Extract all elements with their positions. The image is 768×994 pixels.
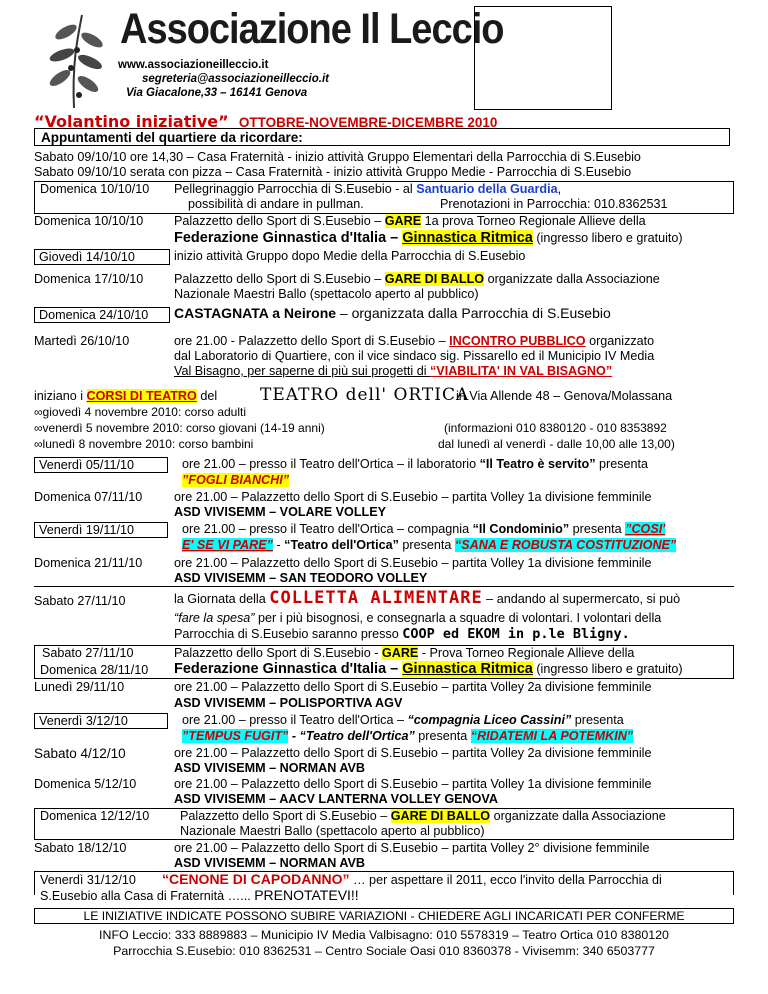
- event-text: [174, 306, 611, 321]
- highlight: “SANA E ROBUSTA COSTITUZIONE”: [454, 538, 677, 552]
- association-title: Associazione Il Leccio: [120, 6, 504, 54]
- event-text: ore 21.00 – Palazzetto dello Sport di S.Eusebio – partita Volley 1a divisione femminile: [174, 556, 652, 570]
- t: presenta: [398, 538, 455, 552]
- flyer-period: OTTOBRE-NOVEMBRE-DICEMBRE 2010: [238, 115, 498, 130]
- event-text: Prenotazioni in Parrocchia: 010.8362531: [440, 197, 668, 211]
- highlight: ”TEMPUS FUGIT”: [182, 729, 289, 743]
- event-text: [174, 761, 365, 776]
- teatro-ortica-logo: TEATRO dell' ORTICA: [260, 385, 470, 405]
- t: presenta: [595, 457, 649, 471]
- t: ASD VIVISEMM – VOLARE VOLLEY: [174, 505, 387, 519]
- t: organizzato: [585, 334, 655, 348]
- event-date: Venerdì 3/12/10: [34, 713, 168, 729]
- t: “fare la spesa”: [174, 611, 255, 625]
- event-text: [174, 571, 427, 586]
- highlight: “RIDATEMI LA POTEMKIN”: [470, 729, 634, 743]
- t: Palazzetto dello Sport di S.Eusebio -: [174, 646, 382, 660]
- t: “Il Condominio”: [472, 522, 570, 536]
- t: - Prova Torneo Regionale Allieve della: [418, 646, 635, 660]
- event-text: [174, 646, 634, 661]
- event-date: Domenica 24/10/10: [34, 307, 170, 323]
- event-date: Sabato 4/12/10: [34, 746, 126, 761]
- t: Val Bisagno, per saperne di più sui progetti di: [174, 364, 430, 378]
- event-text: [174, 856, 365, 871]
- event-row: Sabato 09/10/10 serata con pizza – Casa Fraternità - inizio attività Gruppo Medie - Parrocchia di S.Eusebio: [34, 165, 632, 179]
- highlight: E' SE VI PARE”: [182, 538, 273, 552]
- event-text: [174, 792, 498, 807]
- t: (ingresso libero e gratuito): [532, 231, 683, 245]
- event-date: Domenica 28/11/10: [40, 663, 149, 677]
- t: COOP ed EKOM in p.le Bligny.: [402, 626, 630, 642]
- sanctuary-name: Santuario della Guardia: [416, 182, 558, 196]
- t: - “Teatro dell'Ortica”: [288, 729, 415, 743]
- t: Palazzetto dello Sport di S.Eusebio –: [174, 214, 385, 228]
- t: organizzate dalla Associazione: [490, 809, 666, 823]
- event-text: [182, 457, 648, 472]
- event-text: [174, 334, 654, 349]
- t: “Il Teatro è servito”: [479, 457, 596, 471]
- event-date: Domenica 21/11/10: [34, 556, 143, 570]
- divider: [34, 586, 734, 587]
- t: per i più bisognosi, e consegnarla a squadre di volontari. I volontari della: [254, 611, 662, 625]
- t: (ingresso libero e gratuito): [532, 662, 683, 676]
- event-date: Lunedì 29/11/10: [34, 680, 125, 694]
- event-date: Martedì 26/10/10: [34, 334, 130, 348]
- t: Federazione Ginnastica d'Italia –: [174, 661, 403, 677]
- event-text: Nazionale Maestri Ballo (spettacolo aperto al pubblico): [180, 824, 485, 838]
- website-link[interactable]: www.associazioneilleccio.it: [118, 59, 269, 71]
- t: PRENOTATEVI!!: [254, 887, 359, 903]
- theatre-address: in Via Allende 48 – Genova/Molassana: [456, 389, 673, 403]
- info-line: INFO Leccio: 333 8889883 – Municipio IV Media Valbisagno: 010 5578319 – Teatro Ortica 010 8380120: [99, 928, 669, 942]
- flyer-label: “Volantino iniziative”: [34, 112, 229, 131]
- event-text: [182, 522, 665, 537]
- event-text: possibilità di andare in pullman.: [188, 197, 364, 211]
- event-text: ore 21.00 – Palazzetto dello Sport di S.Eusebio – partita Volley 1a divisione femminile: [174, 777, 652, 791]
- highlight: GARE: [384, 214, 422, 228]
- course-item: ∞venerdì 5 novembre 2010: corso giovani (14-19 anni): [34, 421, 325, 435]
- event-text: [174, 364, 612, 379]
- event-text: dal Laboratorio di Quartiere, con il vice sindaco sig. Pissarello ed il Municipio IV Media: [174, 349, 655, 363]
- t: organizzate dalla Associazione: [484, 272, 660, 286]
- event-text: [174, 182, 561, 197]
- highlight: “VIABILITA' IN VAL BISAGNO”: [430, 364, 613, 378]
- disclaimer-box: LE INIZIATIVE INDICATE POSSONO SUBIRE VARIAZIONI - CHIEDERE AGLI INCARICATI PER CONFERME: [34, 908, 734, 924]
- section-title: Appuntamenti del quartiere da ricordare:: [34, 128, 730, 146]
- t: “compagnia Liceo Cassini”: [407, 713, 572, 727]
- t: ore 21.00 – presso il Teatro dell'Ortica – il laboratorio: [182, 457, 480, 471]
- theatre-intro: [34, 389, 217, 404]
- event-text: ore 21.00 – Palazzetto dello Sport di S.Eusebio – partita Volley 1a divisione femminile: [174, 490, 652, 504]
- t: ASD VIVISEMM – NORMAN AVB: [174, 856, 366, 870]
- t: presenta: [569, 522, 626, 536]
- event-text: [174, 662, 683, 677]
- course-item: ∞giovedì 4 novembre 2010: corso adulti: [34, 405, 247, 419]
- t: ore 21.00 – presso il Teatro dell'Ortica – compagnia: [182, 522, 473, 536]
- event-text: [40, 888, 359, 904]
- event-text: [182, 729, 633, 744]
- event-text: [182, 713, 624, 728]
- olive-branch-logo: [22, 10, 114, 110]
- t: la Giornata della: [174, 592, 270, 606]
- event-text: ore 21.00 – Palazzetto dello Sport di S.Eusebio – partita Volley 2a divisione femminile: [174, 680, 652, 694]
- event-date: Venerdì 31/12/10: [40, 873, 136, 887]
- highlight: GARE DI BALLO: [390, 809, 491, 823]
- highlight: INCONTRO PUBBLICO: [449, 334, 586, 348]
- address: Via Giacalone,33 – 16141 Genova: [126, 87, 308, 99]
- course-item: ∞lunedì 8 novembre 2010: corso bambini: [34, 437, 254, 451]
- t: S.Eusebio alla Casa di Fraternità …...: [40, 889, 255, 903]
- t: 1a prova Torneo Regionale Allieve della: [421, 214, 646, 228]
- t: “Teatro dell'Ortica”: [284, 538, 399, 552]
- t: Parrocchia di S.Eusebio saranno presso: [174, 627, 403, 641]
- event-date: Domenica 10/10/10: [40, 182, 150, 196]
- event-text: [174, 272, 660, 287]
- highlight: ”COSI': [625, 522, 666, 536]
- t: Palazzetto dello Sport di S.Eusebio –: [174, 272, 385, 286]
- event-text: [182, 538, 676, 553]
- event-text: ore 21.00 – Palazzetto dello Sport di S.Eusebio – partita Volley 2a divisione femminile: [174, 746, 652, 760]
- t: ore 21.00 - Palazzetto dello Sport di S.Eusebio –: [174, 334, 450, 348]
- highlight: Ginnastica Ritmica: [402, 661, 533, 677]
- event-text-a: Pellegrinaggio Parrocchia di S.Eusebio - al: [174, 182, 417, 196]
- event-text: [174, 505, 386, 520]
- course-info: (informazioni 010 8380120 - 010 8353892: [444, 421, 667, 435]
- highlight: ”FOGLI BIANCHI”: [182, 473, 290, 487]
- highlight: CORSI DI TEATRO: [86, 389, 197, 403]
- event-date: Sabato 18/12/10: [34, 841, 127, 855]
- event-text: [180, 809, 666, 824]
- event-text: [174, 214, 646, 229]
- t: iniziano i: [34, 389, 87, 403]
- t: Federazione Ginnastica d'Italia –: [174, 230, 403, 246]
- event-date: Domenica 07/11/10: [34, 490, 143, 504]
- event-date: Giovedì 14/10/10: [34, 249, 170, 265]
- t: CASTAGNATA a Neirone: [174, 305, 337, 321]
- t: – andando al supermercato, si può: [482, 592, 681, 606]
- t: … per aspettare il 2011, ecco l'invito della Parrocchia di: [349, 873, 662, 887]
- photo-placeholder: [474, 6, 612, 110]
- t: ASD VIVISEMM – POLISPORTIVA AGV: [174, 696, 403, 710]
- event-text: [174, 231, 683, 246]
- t: Palazzetto dello Sport di S.Eusebio –: [180, 809, 391, 823]
- t: presenta: [571, 713, 624, 727]
- event-date: Domenica 10/10/10: [34, 214, 144, 228]
- t: ASD VIVISEMM – AACV LANTERNA VOLLEY GENOVA: [174, 792, 498, 806]
- t: presenta: [414, 729, 471, 743]
- event-date: Domenica 17/10/10: [34, 272, 144, 286]
- highlight: GARE: [381, 646, 419, 660]
- t: ore 21.00 – presso il Teatro dell'Ortica –: [182, 713, 408, 727]
- event-date: Venerdì 05/11/10: [34, 457, 168, 473]
- t: -: [272, 538, 285, 552]
- event-text: ore 21.00 – Palazzetto dello Sport di S.Eusebio – partita Volley 2° divisione femminile: [174, 841, 650, 855]
- event-date: Domenica 5/12/10: [34, 777, 137, 791]
- event-text-c: ,: [557, 182, 562, 196]
- event-text: [174, 627, 630, 642]
- event-text: [174, 588, 681, 608]
- event-date: Venerdì 19/11/10: [34, 522, 168, 538]
- contact-block: [118, 58, 329, 100]
- event-text: [174, 696, 402, 711]
- t: ASD VIVISEMM – SAN TEODORO VOLLEY: [174, 571, 428, 585]
- t: ASD VIVISEMM – NORMAN AVB: [174, 761, 366, 775]
- event-date: Sabato 27/11/10: [34, 594, 126, 608]
- highlight: “CENONE DI CAPODANNO”: [162, 871, 350, 887]
- event-text: inizio attività Gruppo dopo Medie della Parrocchia di S.Eusebio: [174, 249, 526, 263]
- t: del: [196, 389, 218, 403]
- email-link[interactable]: segreteria@associazioneilleccio.it: [142, 73, 329, 85]
- info-line: Parrocchia S.Eusebio: 010 8362531 – Centro Sociale Oasi 010 8360378 - Vivisemm: 340 6503777: [113, 944, 655, 958]
- highlight: COLLETTA ALIMENTARE: [269, 588, 483, 608]
- event-date: Domenica 12/12/10: [40, 809, 150, 823]
- t: – organizzata dalla Parrocchia di S.Eusebio: [336, 305, 611, 321]
- highlight: GARE DI BALLO: [384, 272, 485, 286]
- highlight: Ginnastica Ritmica: [402, 230, 533, 246]
- event-text: Nazionale Maestri Ballo (spettacolo aperto al pubblico): [174, 287, 479, 301]
- course-info: dal lunedì al venerdì - dalle 10,00 alle 13,00): [438, 437, 675, 451]
- event-text: [162, 872, 662, 888]
- event-row: Sabato 09/10/10 ore 14,30 – Casa Fraternità - inizio attività Gruppo Elementari della Parrocchia di S.Eusebio: [34, 150, 641, 164]
- event-text: [182, 473, 289, 488]
- event-date: Sabato 27/11/10: [42, 646, 134, 660]
- event-text: [174, 611, 661, 626]
